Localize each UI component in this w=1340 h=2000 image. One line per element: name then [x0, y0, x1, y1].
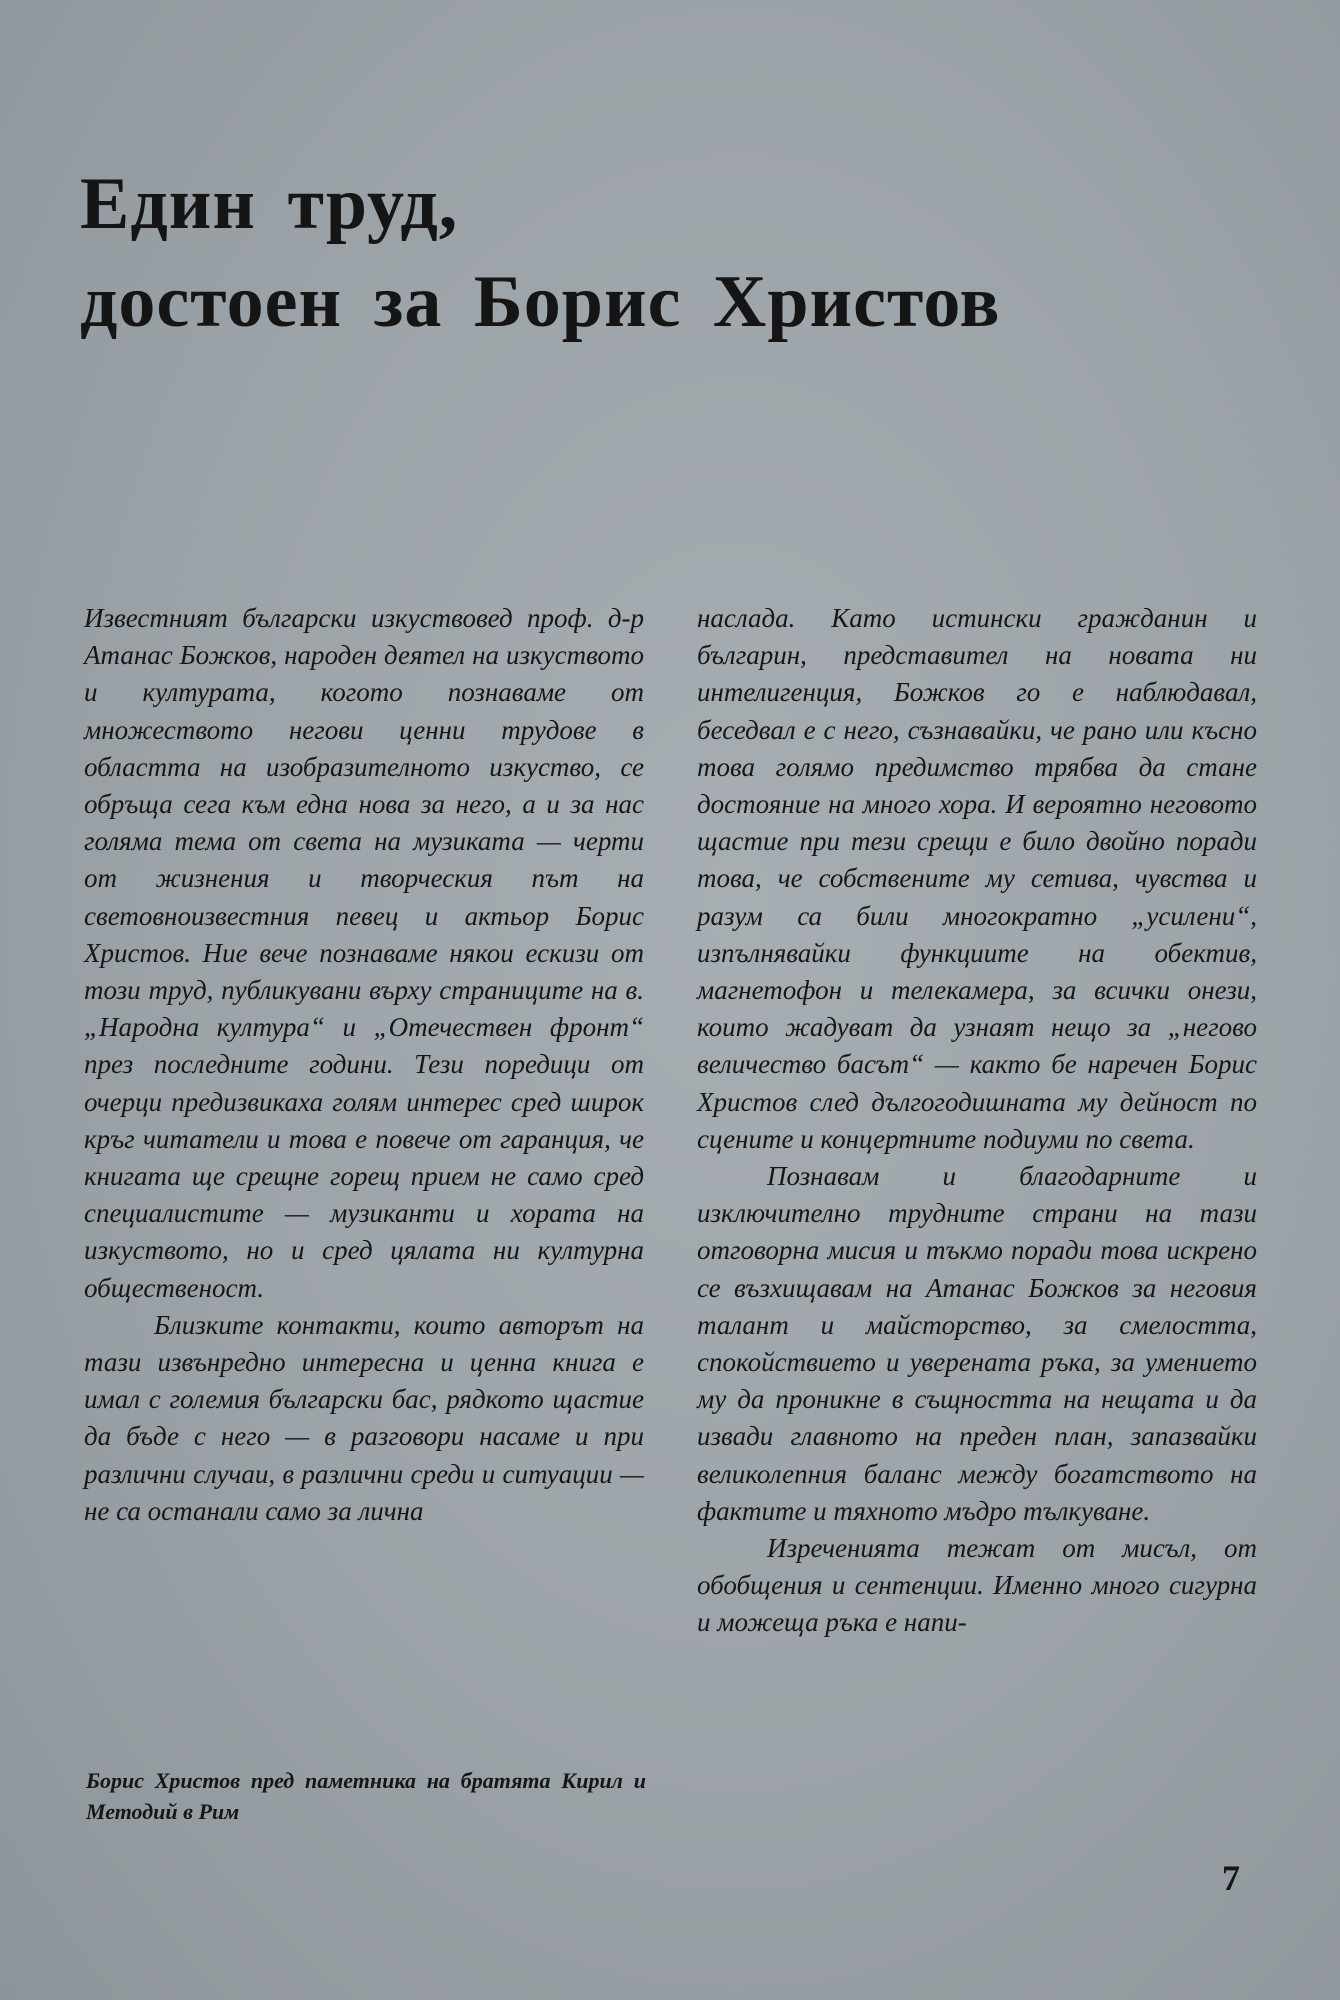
left-paragraph-2: Близките контакти, които авторът на тази извънредно интересна и ценна книга е имал с големия български бас, рядкото щастие да бъде с него — в разговори насаме и при различни случаи, в различни среди и ситуации — не са останали само за лична [84, 1309, 644, 1526]
right-paragraph-1: наслада. Като истински гражданин и българин, представител на новата ни интелигенция, Божков го е наблюдавал, беседвал е с него, съзнавайки, че рано или късно това голямо предимство трябва да стане достояние на много хора. И вероятно неговото щастие при тези срещи е било двойно поради това, че собствените му сетива, чувства и разум са били многократно „усилени“, изпълнявайки функциите на обектив, магнетофон и телекамера, за всички онези, които жадуват да узнаят нещо за „негово величество басът“ — както бе наречен Борис Христов след дългогодишната му дейност по сцените и концертните подиуми по света. [697, 603, 1257, 1154]
right-paragraph-2: Познавам и благодарните и изключително трудните страни на тази отговорна мисия и тъкмо поради това искрено се възхищавам на Атанас Божков за неговия талант и майсторство, за смелостта, спокойствието и уверената ръка, за умението му да проникне в същността на нещата и да извади главното на преден план, запазвайки великолепния баланс между богатството на фактите и тяхното мъдро тълкуване. [697, 1161, 1257, 1526]
left-column [84, 600, 644, 1530]
right-column [697, 600, 1257, 1642]
page-number: 7 [1222, 1858, 1240, 1898]
left-paragraph-1: Известният български изкуствовед проф. д-р Атанас Божков, народен деятел на изкуството и културата, когото познаваме от множеството негови ценни трудове в областта на изобразителното изкуство, се обръща сега към една нова за него, а и за нас голяма тема от света на музиката — черти от жизнения и творческия път на световноизвестния певец и актьор Борис Христов. Ние вече познаваме някои ескизи от този труд, публикувани върху страниците на в. „Народна култура“ и „Отечествен фронт“ през последните години. Тези поредици от очерци предизвикаха голям интерес сред широк кръг читатели и това е повече от гаранция, че книгата ще срещне горещ прием не само сред специалистите — музиканти и хората на изкуството, но и сред цялата ни културна общественост. [84, 603, 644, 1303]
title-line-1: Един труд, [80, 162, 459, 245]
title-line-2: достоен за Борис Христов [80, 260, 1001, 343]
photo-caption: Борис Христов пред паметника на братята Кирил и Методий в Рим [86, 1768, 646, 1824]
article-title [80, 155, 1230, 351]
right-paragraph-3: Изреченията тежат от мисъл, от обобщения и сентенции. Именно много сигурна и можеща ръка е напи- [697, 1533, 1257, 1638]
